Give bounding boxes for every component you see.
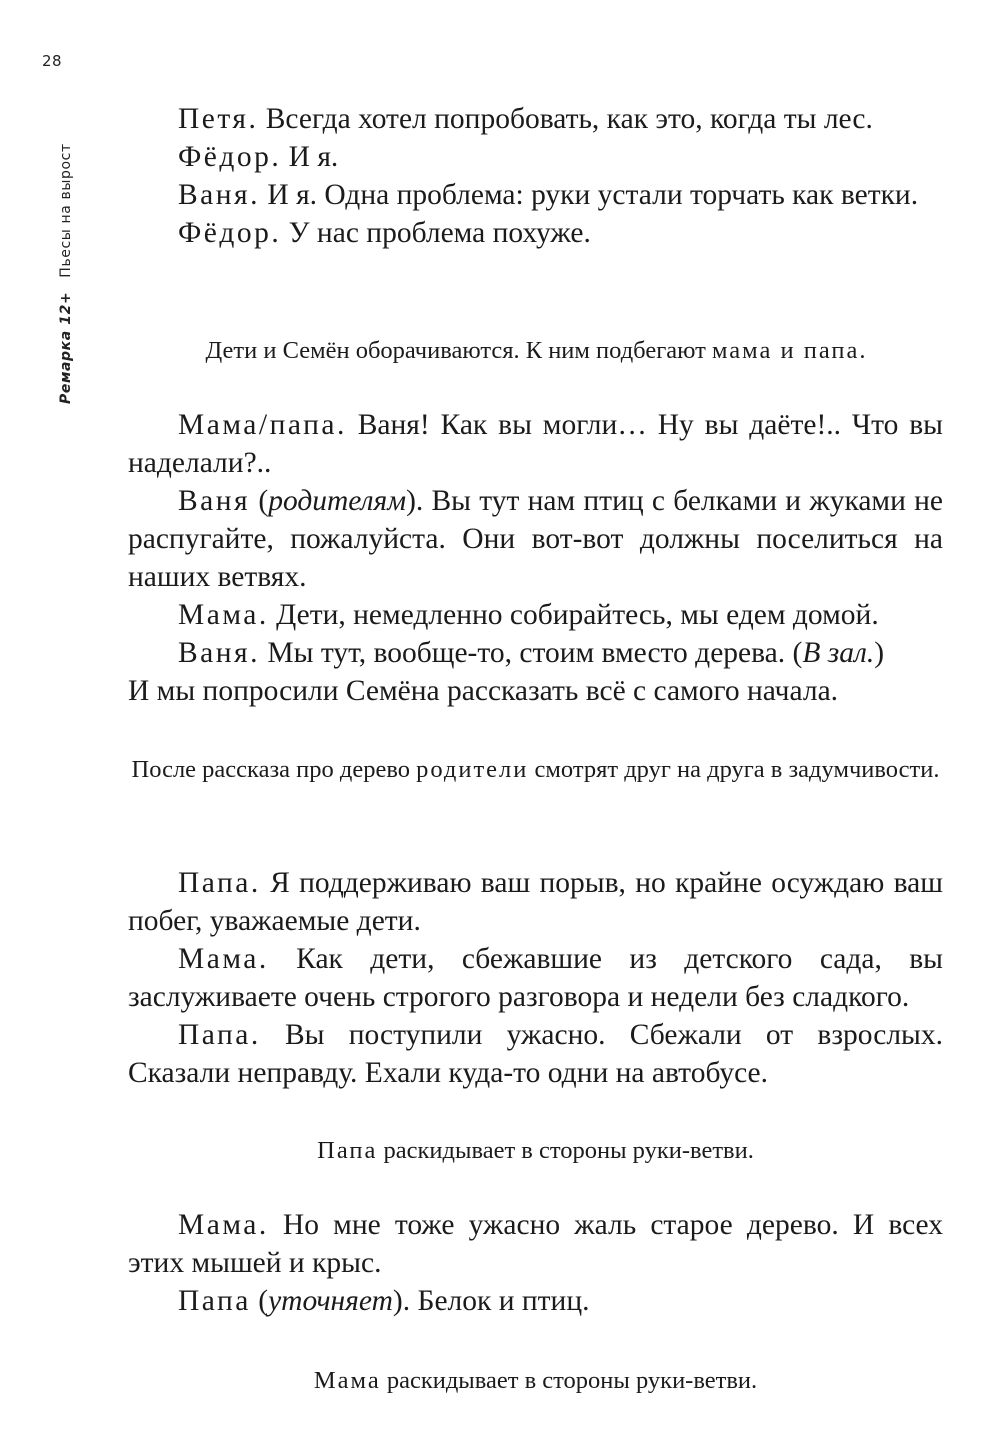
speaker-name: Ваня. (178, 637, 261, 669)
speech-text: Я поддерживаю ваш порыв, но крайне осуждаю ваш побег, уважаемые дети. (128, 867, 943, 937)
speaker-name: Мама. (178, 599, 269, 631)
dialogue-line (128, 864, 943, 940)
speaker-name: Мама/папа. (178, 409, 347, 441)
speech-text: И мы попросили Семёна рассказать всё с самого начала. (128, 675, 839, 707)
stage-aside: родителям (268, 485, 407, 517)
stage-text: смотрят друг на друга в задумчивости. (528, 756, 940, 783)
stage-direction-1 (128, 334, 943, 368)
book-title: Пьесы на вырост (58, 143, 74, 278)
stage-direction-3 (128, 1134, 943, 1168)
stage-text: . (859, 337, 866, 364)
dialogue-line (128, 100, 943, 138)
speech-text: ) (874, 637, 885, 669)
speaker-name: Петя. (178, 103, 259, 135)
dialogue-line: Ваня (родителям). Вы тут нам птиц с белками и жуками не распугайте, пожалуйста. Они вот-вот должны поселиться на наших ветвях. (128, 485, 944, 593)
speaker-name: Папа (178, 1285, 251, 1317)
page-number: 28 (42, 52, 63, 70)
series-title: Ремарка 12+ (58, 291, 74, 404)
stage-text: Дети и Семён оборачиваются. К ним подбегают (205, 337, 712, 364)
dialogue-line (128, 634, 943, 672)
speech-text: И я. (281, 141, 339, 173)
speech-text: У нас проблема похуже. (281, 217, 591, 249)
stage-characters: родители (416, 756, 529, 783)
dialogue-block-4 (128, 1206, 943, 1320)
dialogue-line (128, 214, 943, 252)
speaker-name: Ваня (178, 485, 251, 517)
dialogue-line (128, 672, 943, 710)
dialogue-line (128, 406, 943, 482)
speaker-name: Папа. (178, 1019, 261, 1051)
dialogue-line (128, 176, 943, 214)
dialogue-line (128, 940, 943, 1016)
speech-text: Дети, немедленно собирайтесь, мы едем домой. (268, 599, 879, 631)
dialogue-line (128, 1016, 943, 1092)
dialogue-line (128, 1206, 943, 1282)
stage-characters: Мама (313, 1367, 381, 1394)
speaker-name: Папа. (178, 867, 261, 899)
running-head (58, 143, 74, 404)
dialogue-block-1 (128, 100, 943, 252)
speech-text: . Белок и птиц. (402, 1285, 590, 1317)
dialogue-block-2 (128, 406, 943, 710)
speech-text: Но мне тоже ужасно жаль старое дерево. И всех этих мышей и крыс. (128, 1209, 943, 1279)
dialogue-line (128, 596, 943, 634)
speaker-name: Фёдор. (178, 141, 282, 173)
dialogue-line (128, 138, 943, 176)
dialogue-line: Папа (уточняет). Белок и птиц. (178, 1285, 590, 1317)
stage-text: раскидывает в стороны руки-ветви. (377, 1137, 754, 1164)
speaker-name: Мама. (178, 943, 269, 975)
speech-text: . Вы тут нам птиц с белками и жуками не распугайте, пожалуйста. Они вот-вот должны поселиться на наших ветвях. (128, 485, 944, 593)
dialogue-block-3 (128, 864, 943, 1092)
stage-aside: В зал. (802, 637, 875, 669)
speech-text: Вы поступили ужасно. Сбежали от взрослых. Сказали неправду. Ехали куда-то одни на автобусе. (128, 1019, 943, 1089)
speech-text: Как дети, сбежавшие из детского сада, вы заслуживаете очень строгого разговора и недели без сладкого. (128, 943, 943, 1013)
stage-aside: уточняет (268, 1285, 393, 1317)
speech-text: И я. Одна проблема: руки устали торчать как ветки. (260, 179, 919, 211)
speech-text: Всегда хотел попробовать, как это, когда ты лес. (258, 103, 873, 135)
stage-text: раскидывает в стороны руки-ветви. (380, 1367, 758, 1394)
stage-characters: Папа (317, 1137, 378, 1164)
speaker-name: Ваня. (178, 179, 261, 211)
speaker-name: Мама. (178, 1209, 269, 1241)
speech-text: Ваня! Как вы могли… Ну вы даёте!.. Что вы наделали?.. (128, 409, 943, 479)
speaker-name: Фёдор. (178, 217, 282, 249)
stage-direction-4 (128, 1364, 943, 1398)
stage-characters: мама и папа (711, 337, 860, 364)
speech-text: Мы тут, вообще-то, стоим вместо дерева. ( (260, 637, 803, 669)
stage-direction-2 (128, 753, 943, 787)
stage-text: После рассказа про дерево (131, 756, 417, 783)
